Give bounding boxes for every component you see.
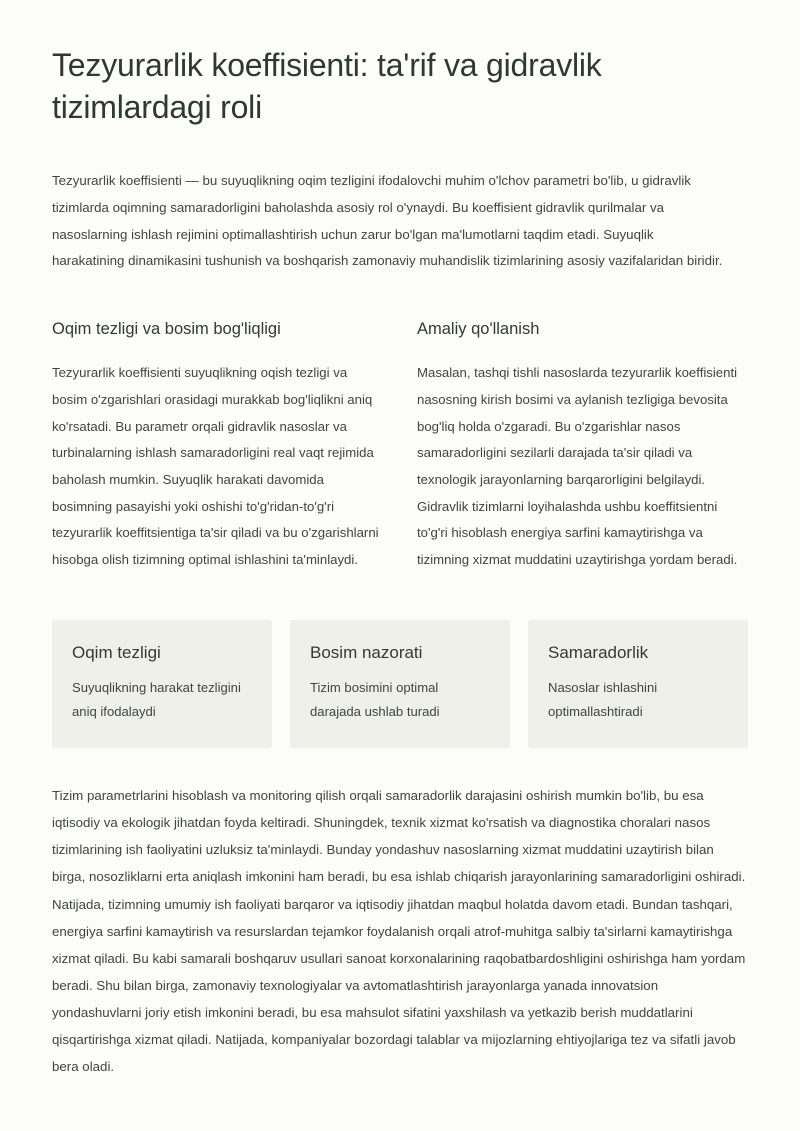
feature-card-group <box>52 620 748 749</box>
feature-card-efficiency <box>528 620 748 749</box>
card-title: Bosim nazorati <box>310 642 423 662</box>
closing-paragraph: Tizim parametrlarini hisoblash va monitoring qilish orqali samaradorlik darajasini oshirish mumkin bo'lib, bu esa iqtisodiy va ekologik jihatdan foyda keltiradi. Shuningdek, texnik xizmat ko'rsatish va diagnostika choralari nasos tizimlarining ish faoliyatini uzluksiz ta'minlaydi. Bunday yondashuv nasoslarning xizmat muddatini uzaytirish bilan birga, nosozliklarni erta aniqlash imkonini ham beradi, bu esa ishlab chiqarish jarayonlarining samaradorligini oshiradi. Natijada, tizimning umumiy ish faoliyati barqaror va iqtisodiy jihatdan maqbul holatda davom etadi. Bundan tashqari, energiya sarfini kamaytirish va resurslardan tejamkor foydalanish orqali atrof-muhitga salbiy ta'sirlarni kamaytirishga xizmat qiladi. Bu kabi samarali boshqaruv usullari sanoat korxonalarining raqobatbardoshligini oshirishga ham yordam beradi. Shu bilan birga, zamonaviy texnologiyalar va avtomatlashtirish jarayonlarga yanada innovatsion yondashuvlarni joriy etish imkonini beradi, bu esa mahsulot sifatini yaxshilash va yetkazib berish muddatlarini qisqartirishga xizmat qiladi. Natijada, kompaniyalar bozordagi talablar va mijozlarning ehtiyojlariga tez va sifatli javob bera oladi. <box>52 788 746 1075</box>
page-title: Tezyurarlik koeffisienti: ta'rif va gidravlik tizimlardagi roli <box>52 47 602 126</box>
section-column-flow-velocity <box>52 319 383 574</box>
card-text: Suyuqlikning harakat tezligini aniq ifodalaydi <box>72 679 241 719</box>
feature-card-flow-velocity <box>52 620 272 749</box>
section-body: Masalan, tashqi tishli nasoslarda tezyurarlik koeffisienti nasosning kirish bosimi va aylanish tezligiga bevosita bog'liq holda o'zgaradi. Bu o'zgarishlar nasos samaradorligini sezilarli darajada ta'sir qiladi va texnologik jarayonlarning barqarorligini belgilaydi. Gidravlik tizimlarni loyihalashda ushbu koeffitsientni to'g'ri hisoblash energiya sarfini kamaytirishga va tizimning xizmat muddatini uzaytirishga yordam beradi. <box>417 365 738 567</box>
section-body: Tezyurarlik koeffisienti suyuqlikning oqish tezligi va bosim o'zgarishlari orasidagi murakkab bog'liqlikni aniq ko'rsatadi. Bu parametr orqali gidravlik nasoslar va turbinalarning ishlash samaradorligini real vaqt rejimida baholash mumkin. Suyuqlik harakati davomida bosimning pasayishi yoki oshishi to'g'ridan-to'g'ri tezyurarlik koeffitsientiga ta'sir qiladi va bu o'zgarishlarni hisobga olish tizimning optimal ishlashini ta'minlaydi. <box>52 365 379 567</box>
two-column-section <box>52 319 748 574</box>
feature-card-pressure-control <box>290 620 510 749</box>
card-text: Tizim bosimini optimal darajada ushlab turadi <box>310 679 440 719</box>
card-title: Oqim tezligi <box>72 642 161 662</box>
section-column-practical-application <box>417 319 748 574</box>
card-text: Nasoslar ishlashini optimallashtiradi <box>548 679 658 719</box>
section-heading: Amaliy qo'llanish <box>417 319 540 338</box>
card-title: Samaradorlik <box>548 642 649 662</box>
lead-paragraph: Tezyurarlik koeffisienti — bu suyuqlikning oqim tezligini ifodalovchi muhim o'lchov parametri bo'lib, u gidravlik tizimlarda oqimning samaradorligini baholashda asosiy rol o'ynaydi. Bu koeffisient gidravlik qurilmalar va nasoslarning ishlash rejimini optimallashtirish uchun zarur bo'lgan ma'lumotlarni taqdim etadi. Suyuqlik harakatining dinamikasini tushunish va boshqarish zamonaviy muhandislik tizimlarining asosiy vazifalaridan biridir. <box>52 173 723 269</box>
section-heading: Oqim tezligi va bosim bog'liqligi <box>52 319 281 338</box>
